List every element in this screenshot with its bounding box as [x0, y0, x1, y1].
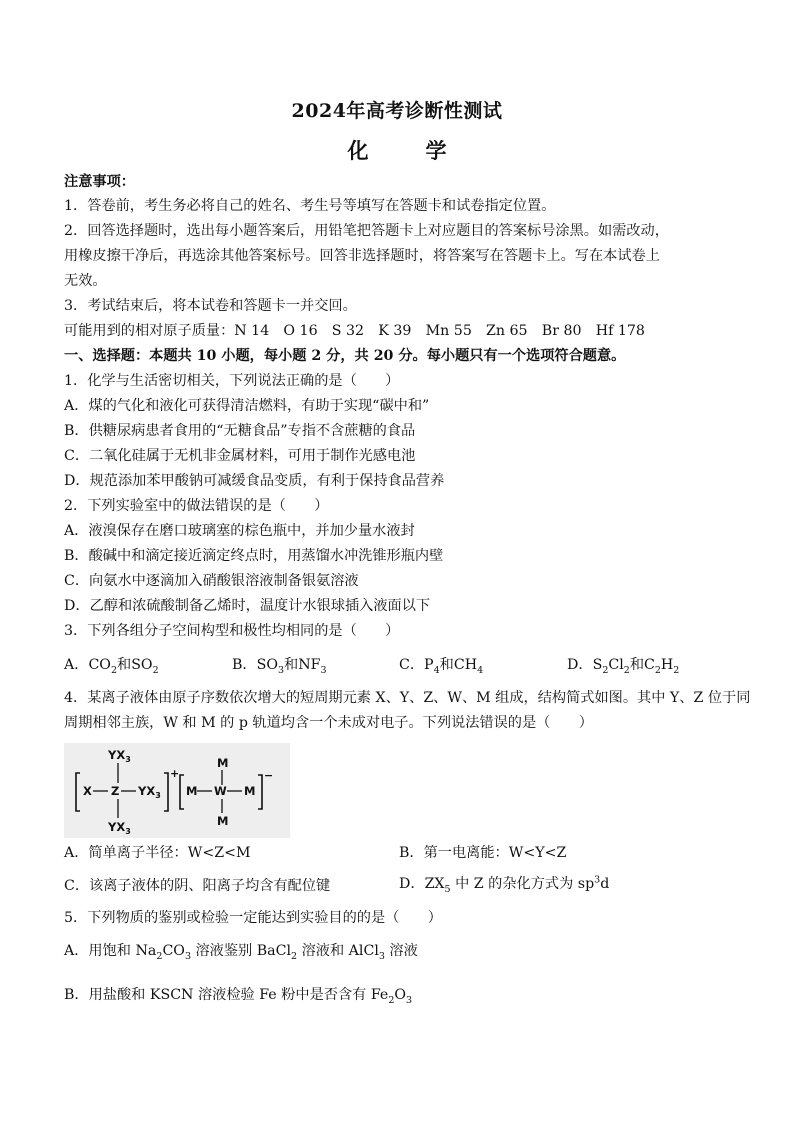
- q2-option-c: C．向氨水中逐滴加入硝酸银溶液制备银氨溶液: [64, 573, 359, 589]
- cation-right-yx3: $YX_3$: [138, 784, 161, 800]
- q2-option-b: B．酸碱中和滴定接近滴定终点时，用蒸馏水冲洗锥形瓶内壁: [64, 548, 444, 564]
- cation-bottom-yx3: $YX_3$: [108, 820, 131, 836]
- notice-item-3: 3．考试结束后，将本试卷和答题卡一并交回。: [64, 298, 357, 314]
- anion-right-m: M: [244, 784, 256, 798]
- ionic-liquid-structure-figure: [64, 743, 290, 838]
- notice-item-2-line-1: 2．回答选择题时，选出每小题答案后，用铅笔把答题卡上对应题目的答案标号涂黑。如需改动，: [64, 223, 669, 239]
- cation-center-z: Z: [111, 784, 120, 798]
- notice-heading: 注意事项：: [64, 174, 135, 190]
- q1-stem: 1．化学与生活密切相关，下列说法正确的是（ ）: [64, 373, 400, 389]
- q3-option-d: D．$S_2Cl_2$和$C_2H_2$: [567, 657, 680, 676]
- q3-option-b: B．$SO_3$和$NF_3$: [232, 657, 327, 676]
- q4-option-b: B．第一电离能：W<Y<Z: [399, 845, 567, 861]
- anion-bottom-m: M: [217, 814, 229, 828]
- anion-left-m: M: [186, 784, 198, 798]
- cation-left-x: X: [83, 784, 92, 798]
- q4-option-d: D．$ZX_5$ 中 Z 的杂化方式为 $sp^3d$: [399, 874, 610, 895]
- q5-option-a: A．用饱和 $Na_2CO_3$ 溶液鉴别 BaCl$_2$ 溶液和 AlCl$_3$ 溶液: [64, 943, 418, 962]
- notice-item-2-line-2: 用橡皮擦干净后，再选涂其他答案标号。回答非选择题时，将答案写在答题卡上。写在本试卷上: [64, 248, 660, 264]
- anion-center-w: W: [214, 784, 227, 798]
- notice-item-2-line-3: 无效。: [64, 273, 107, 289]
- q1-option-d: D．规范添加苯甲酸钠可减缓食品变质，有利于保持食品营养: [64, 473, 445, 489]
- cation-charge: +: [170, 767, 180, 780]
- q2-option-a: A．液溴保存在磨口玻璃塞的棕色瓶中，并加少量水液封: [64, 523, 415, 539]
- q1-option-c: C．二氧化硅属于无机非金属材料，可用于制作光感电池: [64, 448, 416, 464]
- q5-option-b: B．用盐酸和 KSCN 溶液检验 Fe 粉中是否含有 $Fe_2O_3$: [64, 987, 413, 1006]
- q3-option-a: A．$CO_2$和$SO_2$: [64, 657, 159, 676]
- q5-stem: 5．下列物质的鉴别或检验一定能达到实验目的的是（ ）: [64, 910, 442, 926]
- q2-stem: 2．下列实验室中的做法错误的是（ ）: [64, 498, 329, 514]
- q4-option-c: C．该离子液体的阴、阳离子均含有配位键: [64, 878, 331, 894]
- q4-option-a: A．简单离子半径：W<Z<M: [64, 845, 251, 861]
- q3-stem: 3．下列各组分子空间构型和极性均相同的是（ ）: [64, 623, 400, 639]
- q1-option-b: B．供糖尿病患者食用的“无糖食品”专指不含蔗糖的食品: [64, 423, 416, 439]
- q1-option-a: A．煤的气化和液化可获得清洁燃料，有助于实现“碳中和”: [64, 398, 430, 414]
- atomic-masses: 可能用到的相对原子质量：N 14 O 16 S 32 K 39 Mn 55 Zn 65 Br 80 Hf 178: [64, 323, 645, 339]
- anion-charge: −: [264, 769, 274, 782]
- exam-title: 2024年高考诊断性测试: [291, 100, 503, 122]
- section-1-heading: 一、选择题：本题共 10 小题，每小题 2 分，共 20 分。每小题只有一个选项符合题意。: [64, 348, 626, 364]
- q4-stem-line-1: 4．某离子液体由原子序数依次增大的短周期元素 X、Y、Z、W、M 组成，结构简式如图。其中 Y、Z 位于同: [64, 690, 751, 706]
- q4-stem-line-2: 周期相邻主族，W 和 M 的 p 轨道均含一个未成对电子。下列说法错误的是（ ）: [64, 715, 593, 731]
- q2-option-d: D．乙醇和浓硫酸制备乙烯时，温度计水银球插入液面以下: [64, 598, 431, 614]
- exam-subject: 化 学: [347, 138, 465, 163]
- anion-top-m: M: [217, 756, 229, 770]
- cation-top-yx3: $YX_3$: [108, 748, 131, 764]
- notice-item-1: 1．答卷前，考生务必将自己的姓名、考生号等填写在答题卡和试卷指定位置。: [64, 198, 556, 214]
- q3-option-c: C．$P_4$和$CH_4$: [399, 657, 484, 676]
